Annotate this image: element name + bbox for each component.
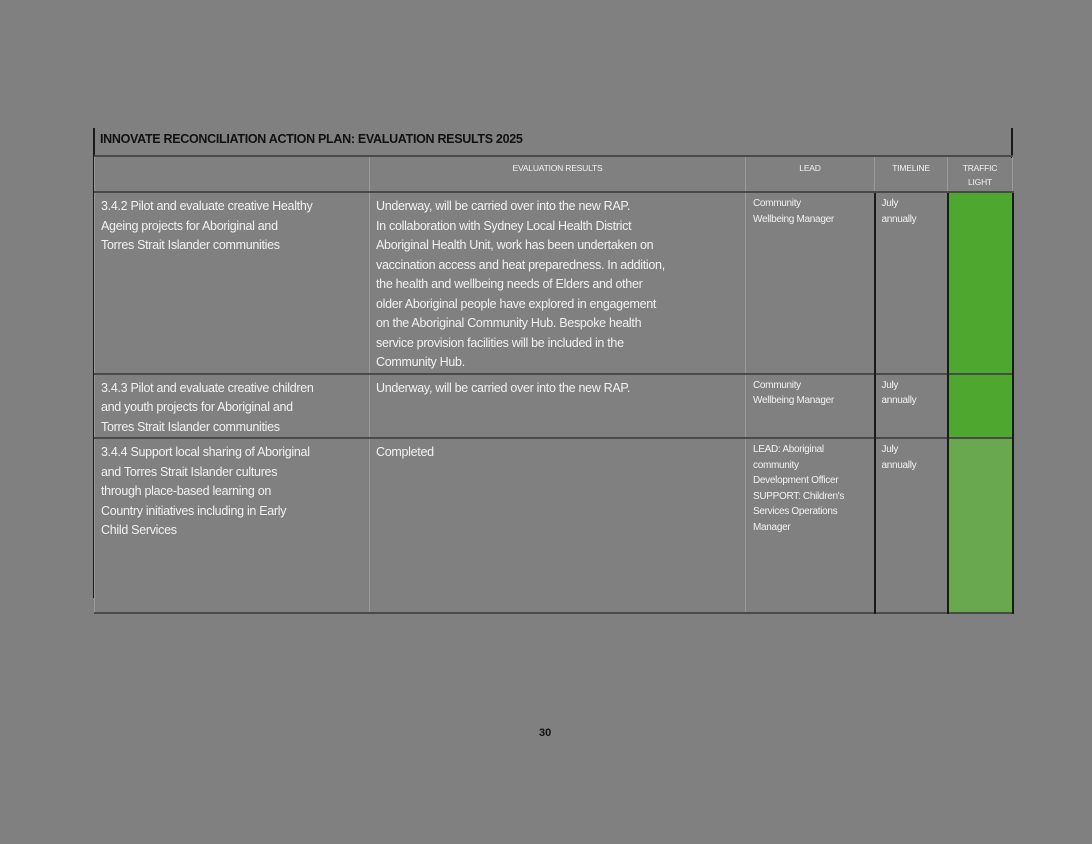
header-traffic-light: TRAFFIC LIGHT	[948, 156, 1013, 192]
evaluation-results-cell: Underway, will be carried over into the new RAP. In collaboration with Sydney Local Health District Aboriginal Health Unit, work has been undertaken on vaccination access and heat preparedness. In addition, the health and wellbeing needs of Elders and other older Aboriginal people have explored in engagement on the Aboriginal Community Hub. Bespoke health service provision facilities will be included in the Community Hub.	[376, 199, 665, 369]
lead-cell: Community Wellbeing Manager	[753, 198, 834, 225]
timeline-cell: July annually	[881, 379, 917, 406]
page-title: INNOVATE RECONCILIATION ACTION PLAN: EVALUATION RESULTS 2025	[100, 132, 523, 146]
table-row	[95, 374, 1013, 439]
action-cell: 3.4.4 Support local sharing of Aboriginal and Torres Strait Islander cultures through place-based learning on Country initiatives including in Early Child Services	[101, 445, 310, 537]
page-number: 30	[539, 727, 552, 739]
timeline-cell: July annually	[881, 198, 917, 225]
header-timeline: TIMELINE	[875, 156, 948, 192]
action-cell: 3.4.3 Pilot and evaluate creative children and youth projects for Aboriginal and Torres Strait Islander communities	[101, 380, 314, 434]
evaluation-results-cell: Underway, will be carried over into the new RAP.	[376, 380, 631, 395]
table-row	[95, 438, 1013, 613]
table-frame-right	[1011, 128, 1013, 158]
traffic-light-cell	[948, 192, 1013, 374]
traffic-light-cell	[948, 438, 1013, 613]
header-action	[95, 156, 370, 192]
timeline-cell: July annually	[881, 444, 917, 471]
evaluation-table	[94, 155, 1014, 614]
table-header-row	[95, 156, 1013, 192]
action-cell: 3.4.2 Pilot and evaluate creative Healthy Ageing projects for Aboriginal and Torres Strait Islander communities	[101, 199, 313, 252]
table-row	[95, 192, 1013, 374]
traffic-light-cell	[948, 374, 1013, 439]
lead-cell: LEAD: Aboriginal community Development Officer SUPPORT: Children's Services Operations Manager	[753, 444, 845, 533]
header-evaluation-results: EVALUATION RESULTS	[370, 156, 746, 192]
header-lead: LEAD	[746, 156, 875, 192]
evaluation-results-cell: Completed	[376, 445, 434, 459]
lead-cell: Community Wellbeing Manager	[753, 379, 834, 406]
